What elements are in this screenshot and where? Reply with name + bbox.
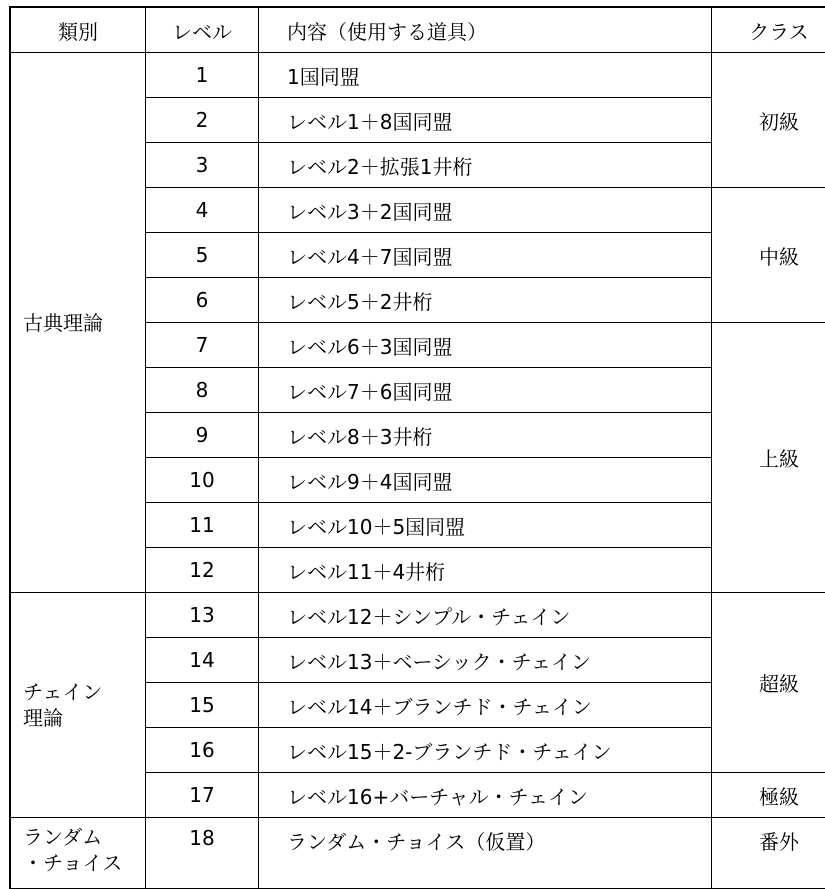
level-cell: 4 <box>146 188 259 233</box>
table-row <box>10 593 825 638</box>
content-cell: レベル12＋シンプル・チェイン <box>259 593 712 638</box>
header-row <box>10 7 825 53</box>
header-content: 内容（使用する道具） <box>259 7 712 53</box>
level-cell: 3 <box>146 143 259 188</box>
category-chain-line2: 理論 <box>23 705 145 731</box>
content-cell: レベル15＋2-ブランチド・チェイン <box>259 728 712 773</box>
content-cell: レベル10＋5国同盟 <box>259 503 712 548</box>
content-cell: レベル11＋4井桁 <box>259 548 712 593</box>
content-cell: 1国同盟 <box>259 53 712 98</box>
category-chain <box>10 593 146 818</box>
category-classical: 古典理論 <box>10 53 146 593</box>
class-extra: 番外 <box>712 818 825 889</box>
category-random-line2: ・チョイス <box>23 850 145 876</box>
content-cell: レベル6＋3国同盟 <box>259 323 712 368</box>
category-random <box>10 818 146 889</box>
header-class: クラス <box>712 7 825 53</box>
category-chain-line1: チェイン <box>23 679 145 705</box>
level-cell: 7 <box>146 323 259 368</box>
content-cell: ランダム・チョイス（仮置） <box>259 818 712 889</box>
level-table <box>9 6 825 889</box>
content-cell: レベル14＋ブランチド・チェイン <box>259 683 712 728</box>
level-cell: 16 <box>146 728 259 773</box>
level-cell: 10 <box>146 458 259 503</box>
level-cell: 18 <box>146 818 259 889</box>
content-cell: レベル8＋3井桁 <box>259 413 712 458</box>
content-cell: レベル2＋拡張1井桁 <box>259 143 712 188</box>
level-cell: 5 <box>146 233 259 278</box>
level-cell: 11 <box>146 503 259 548</box>
table-row <box>10 53 825 98</box>
class-advanced: 上級 <box>712 323 825 593</box>
class-intermediate: 中級 <box>712 188 825 323</box>
header-level: レベル <box>146 7 259 53</box>
class-extreme: 極級 <box>712 773 825 818</box>
content-cell: レベル5＋2井桁 <box>259 278 712 323</box>
content-cell: レベル9＋4国同盟 <box>259 458 712 503</box>
content-cell: レベル16+バーチャル・チェイン <box>259 773 712 818</box>
level-cell: 8 <box>146 368 259 413</box>
table-row <box>10 818 825 889</box>
header-category: 類別 <box>10 7 146 53</box>
class-beginner: 初級 <box>712 53 825 188</box>
class-super: 超級 <box>712 593 825 773</box>
level-cell: 14 <box>146 638 259 683</box>
content-cell: レベル3＋2国同盟 <box>259 188 712 233</box>
content-cell: レベル7＋6国同盟 <box>259 368 712 413</box>
level-cell: 13 <box>146 593 259 638</box>
content-cell: レベル4＋7国同盟 <box>259 233 712 278</box>
level-cell: 15 <box>146 683 259 728</box>
level-cell: 6 <box>146 278 259 323</box>
level-cell: 9 <box>146 413 259 458</box>
content-cell: レベル1＋8国同盟 <box>259 98 712 143</box>
level-cell: 2 <box>146 98 259 143</box>
level-cell: 1 <box>146 53 259 98</box>
level-cell: 12 <box>146 548 259 593</box>
content-cell: レベル13＋ベーシック・チェイン <box>259 638 712 683</box>
level-cell: 17 <box>146 773 259 818</box>
category-random-line1: ランダム <box>23 824 145 850</box>
